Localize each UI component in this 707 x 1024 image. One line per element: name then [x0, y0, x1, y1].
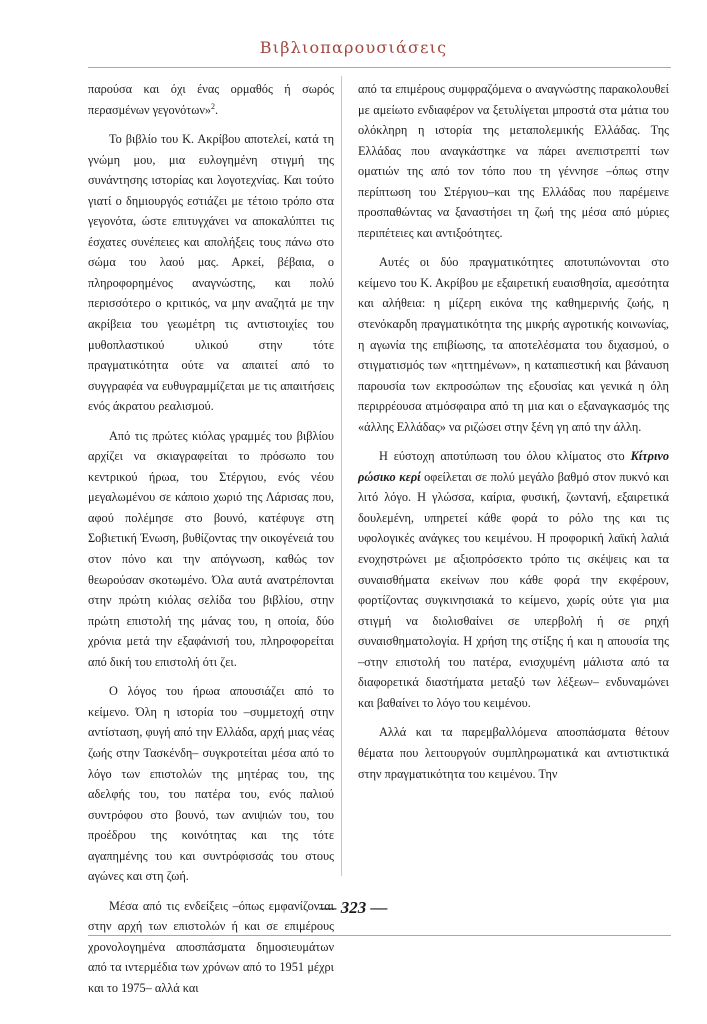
- text-run: οφείλεται σε πολύ μεγάλο βαθμό στον πυκνό και λιτό λόγο. Η γλώσσα, καίρια, φυσική, ζωντανή, εξαιρετικά δουλεμένη, υπηρετεί κάθε φορά το ρόλο της και τις υφολογικές ανάγκες του κειμένου. Η προφορική λαϊκή λαλιά ενοχηστρώνει με αξιοπρόσεκτο τρόπο τις σκέψεις και τα συναισθήματα εκείνων που κάθε φορά την εκφέρουν, φορτίζοντας συγκινησιακά το κείμενο, χωρίς ούτε για μια στιγμή να διολισθαίνει σε υπερβολή ή σε ρηχή συναισθηματολογία. Η χρήση της στίξης ή και η απουσία της –στην επιστολή του πατέρα, ενισχυμένη μάλιστα από τα διαφορετικά διαστήματα μεταξύ των λέξεων– ενδυναμώνει και βαθαίνει το λόγο του κειμένου.: [358, 469, 669, 710]
- text-run: Η εύστοχη αποτύπωση του όλου κλίματος στο: [379, 449, 631, 464]
- sentence-end: .: [215, 102, 219, 117]
- paragraph: από τα επιμέρους συμφραζόμενα ο αναγνώστης παρακολουθεί με αμείωτο ενδιαφέρον να ξετυλίγεται μπροστά στα μάτια του ολόκληρη η ιστορία της μεταπολεμικής Ελλάδας. Της Ελλάδας που αναγκάστηκε να πάρει ανεπιστρεπτί των οματιών της από τον τόπο που τη γέννησε –όπως στην περίπτωση του Στέργιου–και της Ελλάδας που παρέμεινε προσπαθώντας να ξαναστήσει τη ζωή της μέσα από μύριες περιπέτειες και αντιξοότητες.: [358, 82, 669, 240]
- paragraph: [358, 446, 669, 713]
- paragraph: [88, 79, 334, 120]
- footnote-marker[interactable]: 2: [211, 101, 216, 111]
- paragraph: Ο λόγος του ήρωα απουσιάζει από το κείμενο. Όλη η ιστορία του –συμμετοχή στην αντίσταση, φυγή από την Ελλάδα, αρχή μιας νέας ζωής στην Τασκένδη– συγκροτείται μέσα από το λόγο των επιστολών της μητέρας του, της αδελφής του, του πατέρα του, ενός παλιού συντρόφου στο βουνό, των ανιψιών του, του προέδρου της κοινότητας και της τότε αγαπημένης του και συντρόφισσάς του στους αγώνες και στη ζωή.: [88, 684, 334, 884]
- column-divider: [341, 76, 342, 876]
- header-rule: [88, 67, 671, 68]
- book-title: Κίτρινο ρώσικο κερί: [358, 449, 669, 484]
- right-column: [358, 79, 669, 784]
- quote-continuation: παρούσα και όχι ένας ορμαθός ή σωρός περασμένων γεγονότων»: [88, 82, 334, 117]
- section-title: Βιβλιοπαρουσιάσεις: [259, 38, 448, 57]
- paragraph: Μέσα από τις ενδείξεις –όπως εμφανίζονται στην αρχή των επιστολών ή και σε επιμέρους χρονολογημένα αποσπάσματα δημοσιευμάτων από τα ιντερμέδια των χρόνων από το 1951 μέχρι και το 1975– αλλά και: [88, 898, 334, 995]
- paragraph: Από τις πρώτες κιόλας γραμμές του βιβλίου αρχίζει να σκιαγραφείται το πρόσωπο του κεντρικού ήρωα, του Στέργιου, ενός νέου μεγαλωμένου σε κάποιο χωριό της Λάρισας που, αφού πολέμησε στο βουνό, κατέφυγε στη Σοβιετική Ένωση, βυθίζοντας την οικογένειά του στον πόνο και την απόγνωση, καθώς τον θεωρούσαν σκοτωμένο. Όλα αυτά ανατρέπονται στην πρώτη κιόλας σελίδα του βιβλίου, στην πρώτη επιστολή της μάνας του, η οποία, δύο χρόνια μετά την εξαφάνισή του, πληροφορείται από δική του επιστολή ότι ζει.: [88, 428, 334, 669]
- footer-rule: [88, 935, 671, 936]
- paragraph: Αλλά και τα παρεμβαλλόμενα αποσπάσματα θέτουν θέματα που λειτουργούν συμπληρωματικά και αντιστικτικά στην πραγματικότητα του κειμένου. Την: [358, 725, 669, 781]
- left-column: [88, 79, 334, 999]
- paragraph: Το βιβλίο του Κ. Ακρίβου αποτελεί, κατά τη γνώμη μου, μια ευλογημένη στιγμή της συνάντησης ιστορίας και λογοτεχνίας. Και τούτο γιατί ο δημιουργός εστιάζει με τέτοιο τρόπο στα γεγονότα, ώστε επιτυγχάνει να αποκαλύπτει τις έσχατες συνέπειες και απολήξεις τους πάνω στο σώμα του λαού μας. Αρκεί, βέβαια, ο πληροφορημένος αναγνώστης, και πολύ περισσότερο ο κριτικός, να μην αναζητά με την ακρίβεια του γεωμέτρη τις αντιστοιχίες του μυθοπλαστικού υλικού στην τότε πραγματικότητα ούτε να απαιτεί από το συγγραφέα να ευθυγραμμίζεται με τις απαιτήσεις ενός άκρατου ρεαλισμού.: [88, 132, 334, 414]
- paragraph: Αυτές οι δύο πραγματικότητες αποτυπώνονται στο κείμενο του Κ. Ακρίβου με εξαιρετική ευαισθησία, αμεσότητα και αλήθεια: η μίζερη εικόνα της καθημερινής ζωής, η στενόκαρδη πραγματικότητα της μικρής αγροτικής κοινωνίας, η αγωνία της επιβίωσης, τα αποτελέσματα του διχασμού, ο στιγματισμός των «ηττημένων», η καταπιεστική και βάναυση παρουσία των εκπροσώπων της εξουσίας και γενικά η όλη περιρρέουσα ατμόσφαιρα από τη μια και ο εξαναγκασμός της «άλλης Ελλάδας» να ριζώσει στην ξένη γη από την άλλη.: [358, 255, 669, 434]
- page-number: — 323 —: [319, 898, 388, 917]
